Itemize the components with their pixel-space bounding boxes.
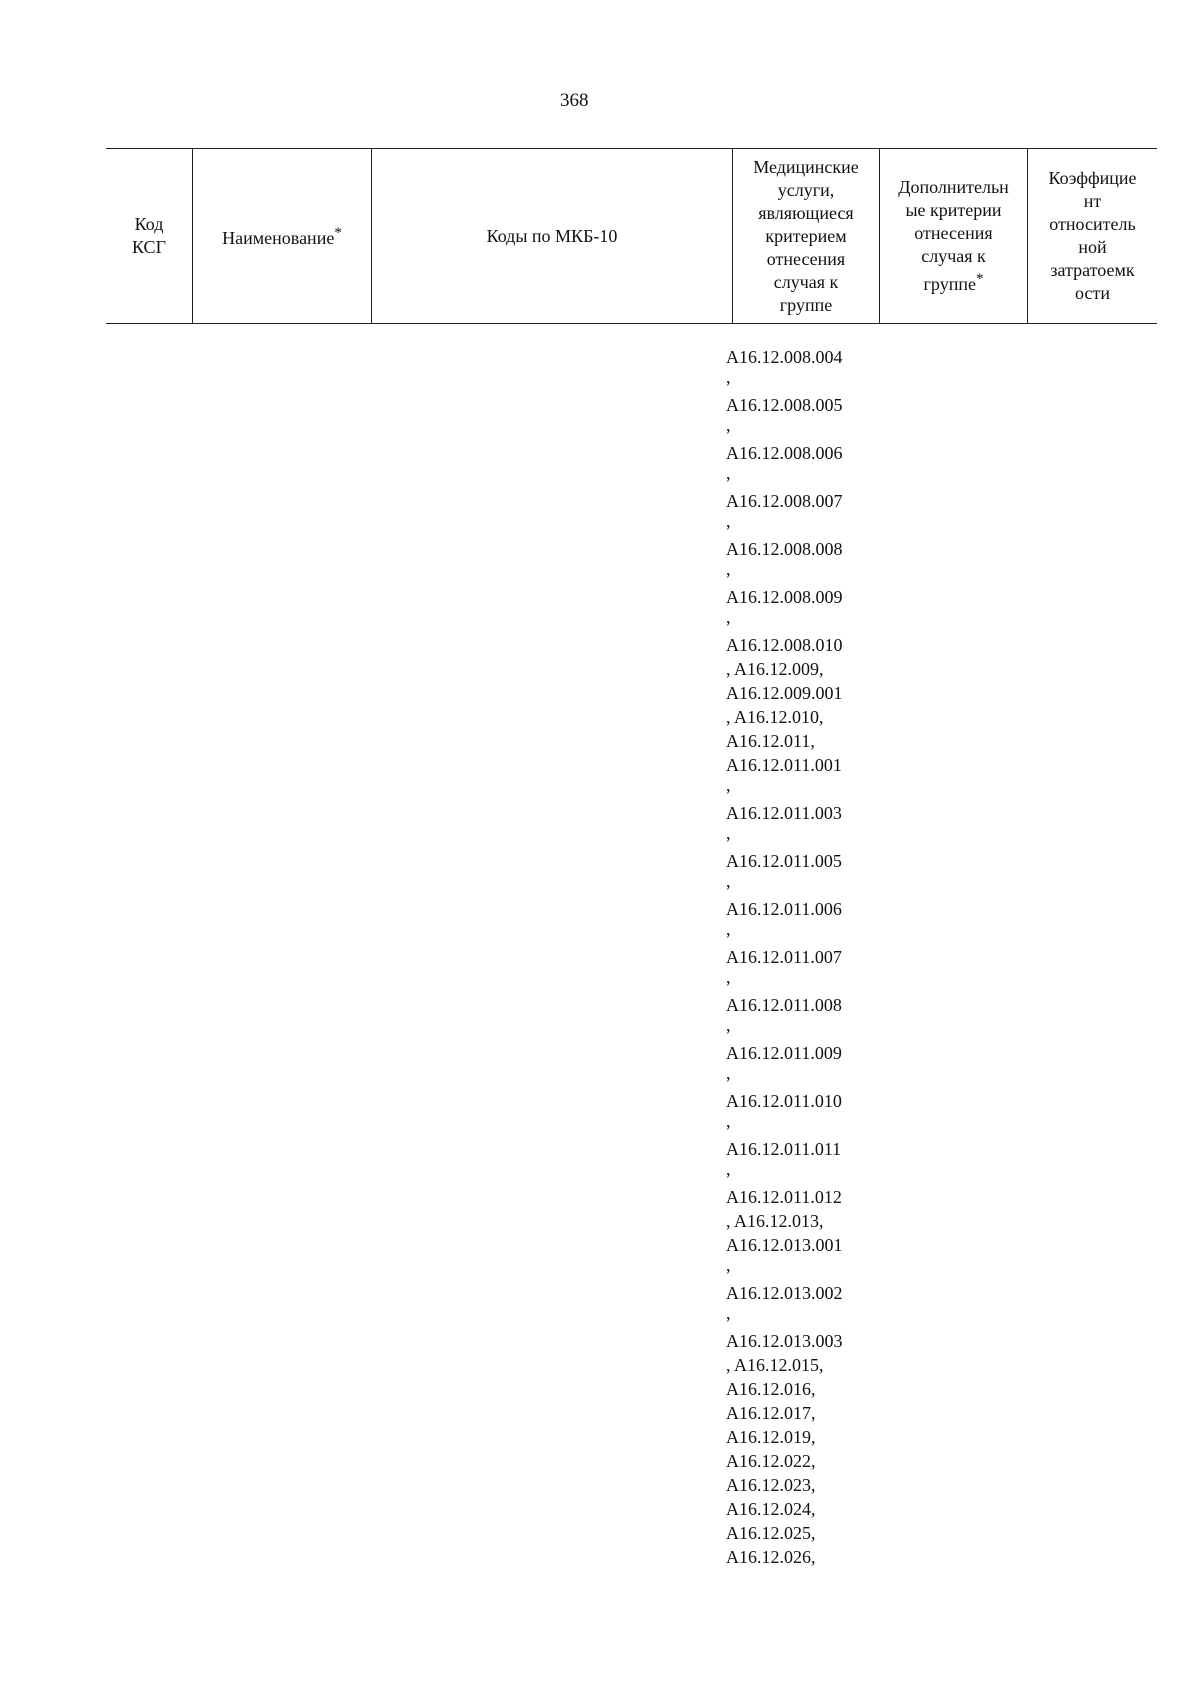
service-code-separator: , <box>726 1255 731 1275</box>
service-code: A16.12.009.001 <box>726 683 843 703</box>
header-icd10-codes: Коды по МКБ-10 <box>372 149 733 324</box>
service-code-separator: , <box>726 1063 731 1083</box>
service-code-item <box>726 1473 843 1497</box>
service-code: A16.12.011.001 <box>726 755 842 775</box>
service-code-item <box>726 1545 843 1569</box>
service-code: A16.12.011.009 <box>726 1043 842 1063</box>
service-code-item <box>726 1089 843 1137</box>
header-name-label: Наименование <box>222 228 335 248</box>
service-code-separator: , <box>726 367 731 387</box>
footnote-mark: * <box>334 225 342 241</box>
service-code: A16.12.025, <box>726 1523 816 1543</box>
service-code: A16.12.011.010 <box>726 1091 842 1111</box>
service-code-separator: , <box>726 919 731 939</box>
service-code: , A16.12.013, <box>726 1211 824 1231</box>
service-code-separator: , <box>726 511 731 531</box>
header-name <box>193 149 372 324</box>
service-code: A16.12.011.007 <box>726 947 842 967</box>
service-code-item <box>726 345 843 393</box>
service-code-item <box>726 1353 843 1377</box>
service-code: A16.12.011.005 <box>726 851 842 871</box>
header-additional-criteria-label: Дополнительн ые критерии отнесения случая к группе <box>898 177 1009 294</box>
service-code-item <box>726 993 843 1041</box>
header-additional-criteria <box>880 149 1028 324</box>
service-code: A16.12.013.002 <box>726 1283 843 1303</box>
service-code-separator: , <box>726 463 731 483</box>
service-code: A16.12.008.010 <box>726 635 843 655</box>
service-code: A16.12.016, <box>726 1379 816 1399</box>
service-code: A16.12.008.005 <box>726 395 843 415</box>
service-code-separator: , <box>726 1015 731 1035</box>
service-code-item <box>726 1497 843 1521</box>
service-code-item <box>726 705 843 729</box>
service-code-item <box>726 1425 843 1449</box>
service-code-item <box>726 1185 843 1209</box>
service-code: A16.12.011.006 <box>726 899 842 919</box>
service-code-item <box>726 1233 843 1281</box>
service-code-separator: , <box>726 607 731 627</box>
service-code: A16.12.011.012 <box>726 1187 842 1207</box>
service-code-separator: , <box>726 1303 731 1323</box>
service-code-separator: , <box>726 775 731 795</box>
service-code: A16.12.008.008 <box>726 539 843 559</box>
service-code-item <box>726 1401 843 1425</box>
service-code-item <box>726 1449 843 1473</box>
service-code-separator: , <box>726 823 731 843</box>
service-code-item <box>726 801 843 849</box>
service-code: , A16.12.015, <box>726 1355 824 1375</box>
service-code: A16.12.017, <box>726 1403 816 1423</box>
service-code-item <box>726 1329 843 1353</box>
services-list <box>726 345 843 1569</box>
service-code: , A16.12.010, <box>726 707 824 727</box>
service-code-item <box>726 489 843 537</box>
service-code-item <box>726 753 843 801</box>
service-code-separator: , <box>726 967 731 987</box>
service-code: A16.12.008.009 <box>726 587 843 607</box>
service-code-item <box>726 1137 843 1185</box>
service-code-item <box>726 633 843 657</box>
service-code-separator: , <box>726 1159 731 1179</box>
service-code: A16.12.008.006 <box>726 443 843 463</box>
service-code-item <box>726 1377 843 1401</box>
service-code: A16.12.023, <box>726 1475 816 1495</box>
service-code: A16.12.011, <box>726 731 815 751</box>
service-code-item <box>726 897 843 945</box>
service-code-separator: , <box>726 1111 731 1131</box>
footnote-mark: * <box>975 271 984 287</box>
service-code-separator: , <box>726 559 731 579</box>
service-code-item <box>726 729 843 753</box>
service-code: A16.12.008.004 <box>726 347 843 367</box>
service-code: A16.12.026, <box>726 1547 816 1567</box>
service-code-item <box>726 945 843 993</box>
page-number: 368 <box>560 90 589 111</box>
service-code-item <box>726 585 843 633</box>
service-code: A16.12.011.003 <box>726 803 842 823</box>
service-code-item <box>726 849 843 897</box>
service-code-item <box>726 441 843 489</box>
header-medical-services: Медицинские услуги, являющиеся критерием отнесения случая к группе <box>733 149 880 324</box>
service-code-item <box>726 537 843 585</box>
header-ksg-code: Код КСГ <box>106 149 193 324</box>
service-code: A16.12.011.011 <box>726 1139 842 1159</box>
service-code: A16.12.019, <box>726 1427 816 1447</box>
service-code: A16.12.024, <box>726 1499 816 1519</box>
service-code-item <box>726 681 843 705</box>
service-code: A16.12.013.003 <box>726 1331 843 1351</box>
service-code: A16.12.022, <box>726 1451 816 1471</box>
service-code-item <box>726 1041 843 1089</box>
header-cost-coefficient: Коэффицие нт относитель ной затратоемк ости <box>1028 149 1158 324</box>
service-code-item <box>726 393 843 441</box>
service-code-item <box>726 1281 843 1329</box>
service-code-separator: , <box>726 871 731 891</box>
table-header <box>106 148 1157 324</box>
service-code: A16.12.008.007 <box>726 491 843 511</box>
service-code: A16.12.013.001 <box>726 1235 843 1255</box>
service-code-separator: , <box>726 415 731 435</box>
service-code: A16.12.011.008 <box>726 995 842 1015</box>
service-code: , A16.12.009, <box>726 659 824 679</box>
service-code-item <box>726 1521 843 1545</box>
service-code-item <box>726 657 843 681</box>
header-row <box>106 149 1157 324</box>
service-code-item <box>726 1209 843 1233</box>
